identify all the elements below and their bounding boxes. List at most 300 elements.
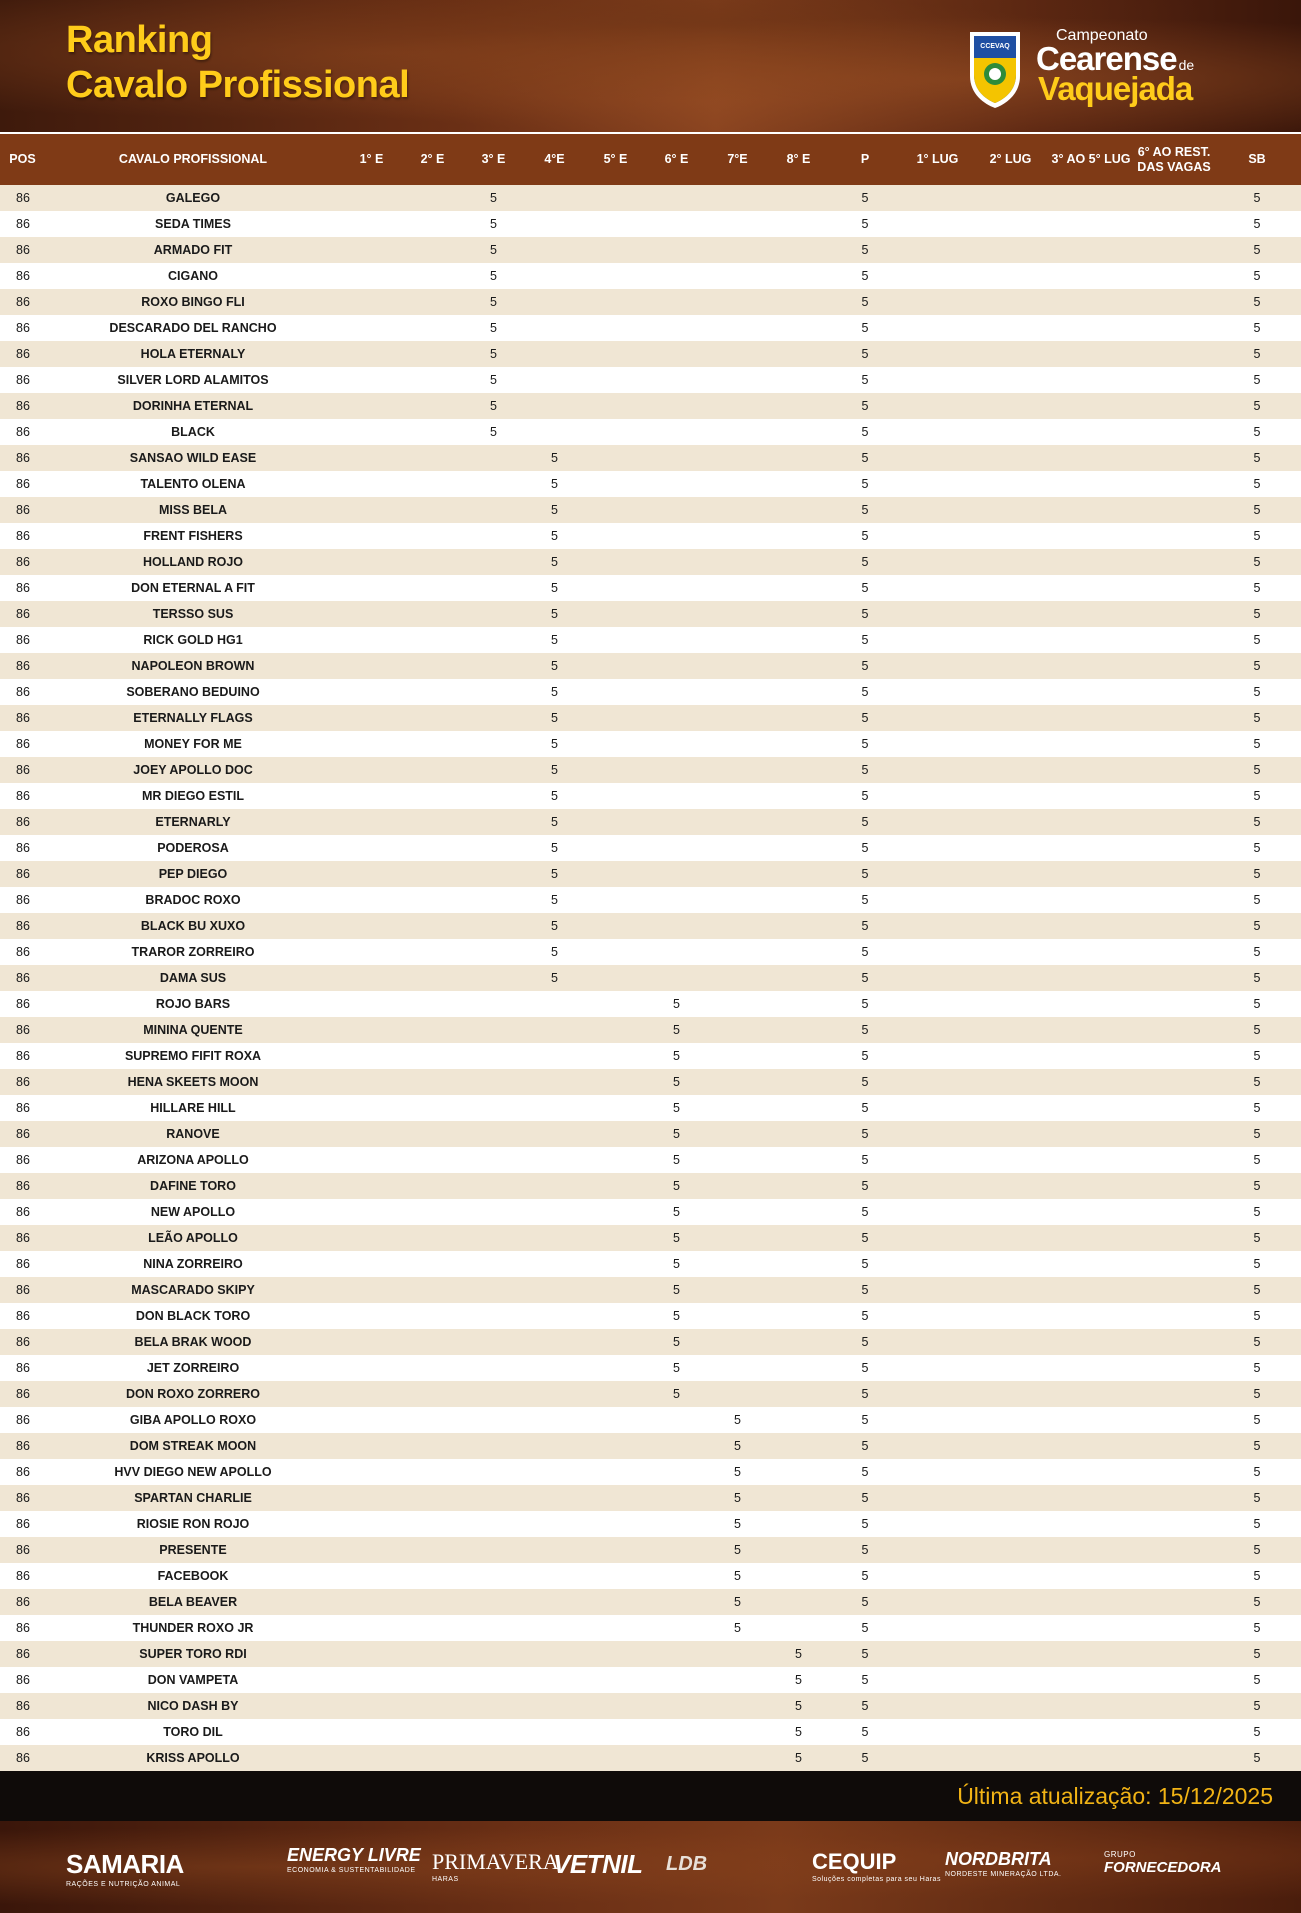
cell-e3: 5 [463, 263, 524, 289]
cell-sb: 5 [1213, 289, 1301, 315]
cell-e4 [524, 1589, 585, 1615]
cell-name: DESCARADO DEL RANCHO [45, 315, 341, 341]
cell-e4 [524, 1069, 585, 1095]
cell-e6 [646, 341, 707, 367]
cell-lug3 [1047, 809, 1135, 835]
cell-lug1 [901, 1381, 974, 1407]
cell-e3: 5 [463, 341, 524, 367]
table-row [0, 263, 1301, 289]
camp-de: de [1178, 57, 1195, 73]
cell-e3 [463, 601, 524, 627]
cell-e3 [463, 1407, 524, 1433]
cell-lug6 [1135, 1355, 1213, 1381]
table-row [0, 835, 1301, 861]
cell-lug2 [974, 1355, 1047, 1381]
cell-lug6 [1135, 1693, 1213, 1719]
cell-e7: 5 [707, 1563, 768, 1589]
column-header: 6° E [646, 133, 707, 185]
cell-lug3 [1047, 575, 1135, 601]
cell-e1 [341, 497, 402, 523]
cell-e4: 5 [524, 939, 585, 965]
cell-e5 [585, 1355, 646, 1381]
cell-p: 5 [829, 419, 901, 445]
cell-e3 [463, 1017, 524, 1043]
cell-e6: 5 [646, 1329, 707, 1355]
cell-e3 [463, 653, 524, 679]
cell-name: RANOVE [45, 1121, 341, 1147]
cell-p: 5 [829, 341, 901, 367]
cell-e7 [707, 1719, 768, 1745]
cell-e3 [463, 1251, 524, 1277]
cell-pos: 86 [0, 1641, 45, 1667]
cell-e1 [341, 1251, 402, 1277]
cell-e7 [707, 419, 768, 445]
cell-sb: 5 [1213, 1381, 1301, 1407]
cell-e1 [341, 1277, 402, 1303]
cell-name: HOLLAND ROJO [45, 549, 341, 575]
cell-e1 [341, 1043, 402, 1069]
cell-e7 [707, 731, 768, 757]
cell-lug6 [1135, 653, 1213, 679]
cell-pos: 86 [0, 1069, 45, 1095]
cell-lug6 [1135, 991, 1213, 1017]
cell-e6 [646, 601, 707, 627]
cell-lug2 [974, 913, 1047, 939]
cell-lug3 [1047, 1017, 1135, 1043]
ranking-table [0, 132, 1301, 1771]
cell-sb: 5 [1213, 1043, 1301, 1069]
cell-e8 [768, 1407, 829, 1433]
cell-p: 5 [829, 1563, 901, 1589]
cell-lug3 [1047, 1433, 1135, 1459]
cell-sb: 5 [1213, 367, 1301, 393]
cell-e4 [524, 1433, 585, 1459]
cell-e4: 5 [524, 731, 585, 757]
cell-p: 5 [829, 237, 901, 263]
cell-e8 [768, 315, 829, 341]
cell-name: FRENT FISHERS [45, 523, 341, 549]
cell-p: 5 [829, 445, 901, 471]
cell-e3 [463, 835, 524, 861]
cell-lug2 [974, 1225, 1047, 1251]
cell-lug3 [1047, 705, 1135, 731]
cell-lug6 [1135, 1121, 1213, 1147]
table-row [0, 523, 1301, 549]
cell-e8 [768, 367, 829, 393]
cell-e8 [768, 1485, 829, 1511]
cell-e2 [402, 1511, 463, 1537]
cell-name: DON ROXO ZORRERO [45, 1381, 341, 1407]
cell-p: 5 [829, 1485, 901, 1511]
cell-e5 [585, 419, 646, 445]
cell-lug1 [901, 1095, 974, 1121]
cell-sb: 5 [1213, 1329, 1301, 1355]
camp-vaquejada-text: Vaquejada [1038, 70, 1193, 107]
cell-name: DON VAMPETA [45, 1667, 341, 1693]
cell-lug3 [1047, 445, 1135, 471]
cell-p: 5 [829, 575, 901, 601]
column-header: 2° LUG [974, 133, 1047, 185]
cell-e6 [646, 809, 707, 835]
cell-e2 [402, 445, 463, 471]
table-row [0, 1719, 1301, 1745]
cell-name: DAMA SUS [45, 965, 341, 991]
cell-pos: 86 [0, 263, 45, 289]
cell-name: DAFINE TORO [45, 1173, 341, 1199]
cell-lug3 [1047, 1069, 1135, 1095]
cell-lug3 [1047, 965, 1135, 991]
cell-e2 [402, 1719, 463, 1745]
cell-lug2 [974, 523, 1047, 549]
sponsor-cequip-logo: CEQUIP Soluções completas para seu Haras [812, 1849, 941, 1883]
cell-name: THUNDER ROXO JR [45, 1615, 341, 1641]
cell-lug1 [901, 991, 974, 1017]
cell-e6 [646, 939, 707, 965]
cell-e4: 5 [524, 523, 585, 549]
cell-e7: 5 [707, 1615, 768, 1641]
cell-lug1 [901, 1433, 974, 1459]
cell-sb: 5 [1213, 1251, 1301, 1277]
cell-e6 [646, 1537, 707, 1563]
cell-e1 [341, 1329, 402, 1355]
cell-p: 5 [829, 1459, 901, 1485]
cell-e4 [524, 1095, 585, 1121]
cell-e2 [402, 1017, 463, 1043]
cell-name: SPARTAN CHARLIE [45, 1485, 341, 1511]
cell-lug2 [974, 1719, 1047, 1745]
cell-e5 [585, 1563, 646, 1589]
cell-e1 [341, 575, 402, 601]
table-row [0, 419, 1301, 445]
table-row [0, 393, 1301, 419]
cell-lug3 [1047, 1693, 1135, 1719]
cell-lug3 [1047, 861, 1135, 887]
cell-p: 5 [829, 497, 901, 523]
cell-sb: 5 [1213, 549, 1301, 575]
cell-lug2 [974, 1615, 1047, 1641]
cell-e5 [585, 653, 646, 679]
cell-lug3 [1047, 679, 1135, 705]
cell-e3 [463, 627, 524, 653]
cell-lug3 [1047, 1329, 1135, 1355]
cell-name: DON BLACK TORO [45, 1303, 341, 1329]
cell-e1 [341, 1225, 402, 1251]
cell-e6 [646, 185, 707, 211]
cell-lug1 [901, 835, 974, 861]
cell-e6: 5 [646, 1173, 707, 1199]
cell-e6 [646, 549, 707, 575]
cell-sb: 5 [1213, 653, 1301, 679]
sponsors-bar [0, 1821, 1301, 1913]
cell-lug6 [1135, 1095, 1213, 1121]
cell-lug1 [901, 1563, 974, 1589]
cell-lug2 [974, 627, 1047, 653]
cell-e7 [707, 237, 768, 263]
cell-lug3 [1047, 1719, 1135, 1745]
table-row [0, 289, 1301, 315]
cell-lug1 [901, 1407, 974, 1433]
cell-e1 [341, 1485, 402, 1511]
cell-e8 [768, 965, 829, 991]
cell-lug2 [974, 887, 1047, 913]
cell-lug3 [1047, 757, 1135, 783]
cell-e4 [524, 991, 585, 1017]
cell-lug1 [901, 1069, 974, 1095]
cell-e6 [646, 1407, 707, 1433]
cell-pos: 86 [0, 861, 45, 887]
cell-e5 [585, 1329, 646, 1355]
cell-e3 [463, 1589, 524, 1615]
cell-pos: 86 [0, 1459, 45, 1485]
table-row [0, 1069, 1301, 1095]
cell-e8 [768, 627, 829, 653]
cell-name: MININA QUENTE [45, 1017, 341, 1043]
cell-e5 [585, 835, 646, 861]
cell-e6: 5 [646, 1121, 707, 1147]
cell-e1 [341, 809, 402, 835]
cell-p: 5 [829, 523, 901, 549]
cell-e8 [768, 1043, 829, 1069]
cell-lug1 [901, 705, 974, 731]
cell-lug3 [1047, 1303, 1135, 1329]
cell-lug2 [974, 471, 1047, 497]
cell-e4 [524, 367, 585, 393]
cell-e4: 5 [524, 601, 585, 627]
cell-e2 [402, 1303, 463, 1329]
cell-lug2 [974, 1303, 1047, 1329]
cell-p: 5 [829, 315, 901, 341]
cell-lug1 [901, 211, 974, 237]
cell-e6 [646, 965, 707, 991]
cell-pos: 86 [0, 601, 45, 627]
cell-e2 [402, 1199, 463, 1225]
cell-e3 [463, 965, 524, 991]
cell-e2 [402, 289, 463, 315]
cell-pos: 86 [0, 705, 45, 731]
cell-lug3 [1047, 1511, 1135, 1537]
cell-e7 [707, 601, 768, 627]
cell-p: 5 [829, 705, 901, 731]
cell-p: 5 [829, 887, 901, 913]
cell-e6 [646, 861, 707, 887]
cell-e8 [768, 1147, 829, 1173]
cell-lug6 [1135, 1511, 1213, 1537]
cell-p: 5 [829, 393, 901, 419]
cell-lug3 [1047, 1277, 1135, 1303]
cell-lug1 [901, 731, 974, 757]
cell-e3 [463, 1043, 524, 1069]
cell-lug6 [1135, 1563, 1213, 1589]
cell-lug6 [1135, 601, 1213, 627]
cell-lug1 [901, 1745, 974, 1771]
cell-e1 [341, 237, 402, 263]
cell-sb: 5 [1213, 1225, 1301, 1251]
cell-e1 [341, 1641, 402, 1667]
cell-e6 [646, 471, 707, 497]
cell-e5 [585, 861, 646, 887]
cell-pos: 86 [0, 445, 45, 471]
cell-e3 [463, 471, 524, 497]
cell-e1 [341, 1069, 402, 1095]
cell-e7 [707, 1199, 768, 1225]
cell-sb: 5 [1213, 939, 1301, 965]
sponsor-energy-livre-logo: ENERGY LIVRE ECONOMIA & SUSTENTABILIDADE [287, 1845, 421, 1874]
table-row [0, 575, 1301, 601]
cell-e8 [768, 497, 829, 523]
cell-lug2 [974, 705, 1047, 731]
cell-e7 [707, 341, 768, 367]
cell-e6 [646, 575, 707, 601]
table-body [0, 185, 1301, 1771]
cell-pos: 86 [0, 627, 45, 653]
cell-pos: 86 [0, 1043, 45, 1069]
cell-sb: 5 [1213, 393, 1301, 419]
cell-lug3 [1047, 1745, 1135, 1771]
cell-e1 [341, 991, 402, 1017]
cell-e7 [707, 1355, 768, 1381]
cell-e5 [585, 1745, 646, 1771]
cell-pos: 86 [0, 965, 45, 991]
cell-p: 5 [829, 1355, 901, 1381]
cell-e2 [402, 1355, 463, 1381]
cell-e5 [585, 575, 646, 601]
cell-e2 [402, 497, 463, 523]
cell-name: PRESENTE [45, 1537, 341, 1563]
cell-lug3 [1047, 1173, 1135, 1199]
cell-e6 [646, 1433, 707, 1459]
cell-e2 [402, 887, 463, 913]
cell-lug1 [901, 1589, 974, 1615]
column-header: 8° E [768, 133, 829, 185]
cell-lug3 [1047, 1381, 1135, 1407]
cell-e3 [463, 1277, 524, 1303]
cell-p: 5 [829, 1329, 901, 1355]
cell-e5 [585, 211, 646, 237]
cell-pos: 86 [0, 1329, 45, 1355]
cell-e6 [646, 1589, 707, 1615]
cell-e2 [402, 1563, 463, 1589]
cell-lug2 [974, 575, 1047, 601]
cell-lug1 [901, 1641, 974, 1667]
cell-pos: 86 [0, 1251, 45, 1277]
cell-name: SUPER TORO RDI [45, 1641, 341, 1667]
cell-lug2 [974, 1485, 1047, 1511]
cell-lug2 [974, 1017, 1047, 1043]
cell-e6 [646, 393, 707, 419]
cell-e4 [524, 1225, 585, 1251]
cell-pos: 86 [0, 835, 45, 861]
cell-e3 [463, 1563, 524, 1589]
cell-e3 [463, 731, 524, 757]
cell-lug6 [1135, 1147, 1213, 1173]
cell-sb: 5 [1213, 861, 1301, 887]
cell-e5 [585, 1511, 646, 1537]
cell-sb: 5 [1213, 575, 1301, 601]
cell-e8 [768, 341, 829, 367]
cell-pos: 86 [0, 185, 45, 211]
cell-p: 5 [829, 211, 901, 237]
title-line-2: Cavalo Profissional [66, 64, 410, 106]
cell-e1 [341, 1693, 402, 1719]
cell-sb: 5 [1213, 497, 1301, 523]
cell-e7 [707, 705, 768, 731]
cell-e2 [402, 1225, 463, 1251]
cell-name: NINA ZORREIRO [45, 1251, 341, 1277]
cell-e5 [585, 289, 646, 315]
cell-sb: 5 [1213, 1511, 1301, 1537]
cell-lug1 [901, 1329, 974, 1355]
cell-e2 [402, 1615, 463, 1641]
cell-e3 [463, 1615, 524, 1641]
table-row [0, 887, 1301, 913]
cell-pos: 86 [0, 1537, 45, 1563]
cell-e3 [463, 1511, 524, 1537]
cell-e7 [707, 263, 768, 289]
cell-e8 [768, 887, 829, 913]
cell-e4: 5 [524, 575, 585, 601]
cell-pos: 86 [0, 1693, 45, 1719]
cell-e4 [524, 1147, 585, 1173]
cell-sb: 5 [1213, 835, 1301, 861]
cell-e5 [585, 757, 646, 783]
cell-name: RIOSIE RON ROJO [45, 1511, 341, 1537]
cell-pos: 86 [0, 1121, 45, 1147]
cell-e5 [585, 1693, 646, 1719]
cell-lug1 [901, 185, 974, 211]
cell-e8 [768, 445, 829, 471]
cell-pos: 86 [0, 1485, 45, 1511]
cell-e2 [402, 1641, 463, 1667]
cell-p: 5 [829, 679, 901, 705]
cell-lug6 [1135, 185, 1213, 211]
cell-e8 [768, 679, 829, 705]
cell-e5 [585, 1641, 646, 1667]
cell-lug6 [1135, 419, 1213, 445]
cell-e3 [463, 1121, 524, 1147]
cell-lug6 [1135, 1615, 1213, 1641]
column-header: 4°E [524, 133, 585, 185]
cell-e3: 5 [463, 289, 524, 315]
cell-e4: 5 [524, 653, 585, 679]
cell-e2 [402, 237, 463, 263]
cell-e1 [341, 341, 402, 367]
cell-sb: 5 [1213, 809, 1301, 835]
cell-e8 [768, 1615, 829, 1641]
cell-p: 5 [829, 1251, 901, 1277]
camp-cearense: Cearense [1036, 40, 1177, 77]
cell-name: GALEGO [45, 185, 341, 211]
cell-lug6 [1135, 1017, 1213, 1043]
table-row [0, 237, 1301, 263]
cell-lug6 [1135, 835, 1213, 861]
cell-e7 [707, 1641, 768, 1667]
cell-lug6 [1135, 523, 1213, 549]
cell-lug6 [1135, 341, 1213, 367]
cell-p: 5 [829, 1173, 901, 1199]
cell-p: 5 [829, 965, 901, 991]
cell-e7: 5 [707, 1485, 768, 1511]
cell-e4 [524, 1199, 585, 1225]
cell-lug1 [901, 1719, 974, 1745]
cell-p: 5 [829, 367, 901, 393]
cell-lug1 [901, 419, 974, 445]
cell-pos: 86 [0, 1563, 45, 1589]
cell-e8 [768, 1095, 829, 1121]
table-row [0, 1225, 1301, 1251]
cell-e2 [402, 1537, 463, 1563]
column-header: P [829, 133, 901, 185]
cell-e3 [463, 1381, 524, 1407]
